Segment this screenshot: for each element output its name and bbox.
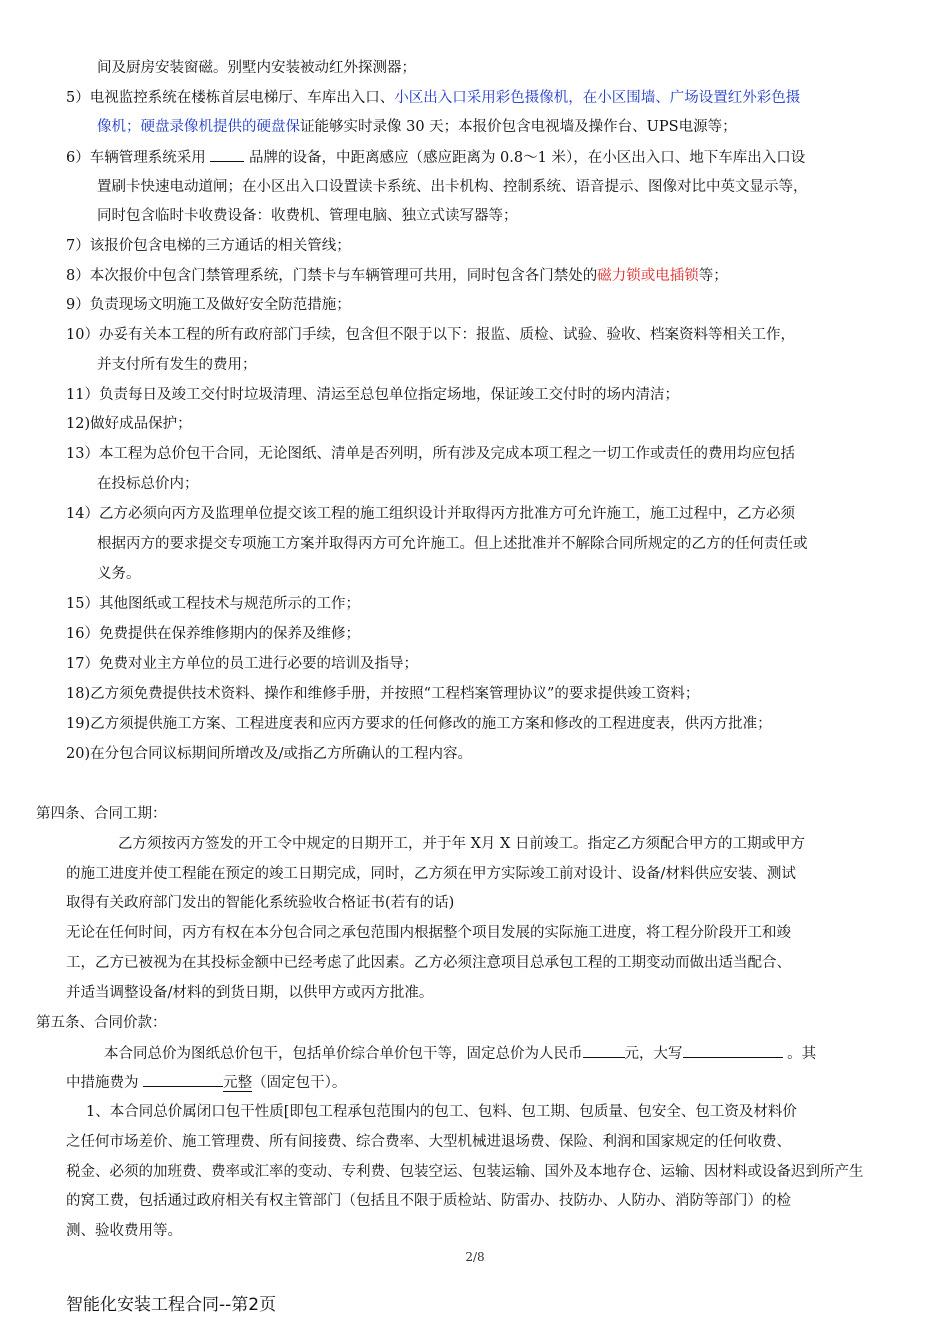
text-line: 根据丙方的要求提交专项施工方案并取得丙方可允许施工。但上述批准并不解除合同所规定的乙方的任何责任或 [97, 536, 808, 552]
text-line: 16）免费提供在保养维修期内的保养及维修； [66, 626, 360, 642]
text-line: 税金、必须的加班费、费率或汇率的变动、专利费、包装空运、包装运输、国外及本地存仓、运输、因材料或设备迟到所产生 [66, 1164, 864, 1180]
text-line: 无论在任何时间，丙方有权在本分包合同之承包范围内根据整个项目发展的实际施工进度，将工程分阶段开工和竣 [66, 925, 791, 941]
text-line: 9）负责现场文明施工及做好安全防范措施； [66, 297, 351, 313]
text-line: 置刷卡快速电动道闸；在小区出入口设置读卡系统、出卡机构、控制系统、语音提示、图像对比中英文显示等， [97, 179, 808, 195]
blank-underline [683, 1043, 783, 1058]
section-heading: 第四条、合同工期： [36, 806, 167, 822]
text-line: 6）车辆管理系统采用 品牌的设备，中距离感应（感应距离为 0.8～1 米），在小区出入口、地下车库出入口设 [66, 147, 805, 168]
text-line: 之任何市场差价、施工管理费、所有间接费、综合费率、大型机械进退场费、保险、利润和国家规定的任何收费、 [66, 1134, 791, 1150]
text-line: 中措施费为 元整（固定包干）。 [66, 1072, 346, 1093]
text-line: 11）负责每日及竣工交付时垃圾清理、清运至总包单位指定场地，保证竣工交付时的场内清洁； [66, 387, 679, 403]
text-line: 乙方须按丙方签发的开工令中规定的日期开工，并于年 X月 X 日前竣工。指定乙方须配合甲方的工期或甲方 [118, 836, 805, 852]
section-heading: 第五条、合同价款： [36, 1015, 167, 1031]
text-line: 13）本工程为总价包干合同，无论图纸、清单是否列明，所有涉及完成本项工程之一切工作或责任的费用均应包括 [66, 446, 795, 462]
page-number: 2/8 [465, 1250, 485, 1264]
text-line: 测、验收费用等。 [66, 1223, 182, 1239]
text-line: 17）免费对业主方单位的员工进行必要的培训及指导； [66, 656, 418, 672]
text-line: 的施工进度并使工程能在预定的竣工日期完成，同时，乙方须在甲方实际竣工前对设计、设备/材料供应安装、测试 [66, 866, 796, 882]
text-line: 10）办妥有关本工程的所有政府部门手续，包含但不限于以下：报监、质检、试验、验收、档案资料等相关工作， [66, 327, 795, 343]
text-line: 并支付所有发生的费用； [97, 357, 257, 373]
text-line: 像机；硬盘录像机提供的硬盘保证能够实时录像 30 天；本报价包含电视墙及操作台、UPS电源等； [97, 119, 737, 135]
blank-underline [210, 147, 244, 162]
text-line: 并适当调整设备/材料的到货日期，以供甲方或丙方批准。 [66, 985, 434, 1001]
text-line: 18)乙方须免费提供技术资料、操作和维修手册，并按照“工程档案管理协议”的要求提供竣工资料； [66, 686, 700, 702]
text-line: 间及厨房安装窗磁。别墅内安装被动红外探测器； [97, 60, 416, 76]
text-line: 20)在分包合同议标期间所增改及/或指乙方所确认的工程内容。 [66, 746, 472, 762]
text-line: 工，乙方已被视为在其投标金额中已经考虑了此因素。乙方必须注意项目总承包工程的工期变动而做出适当配合、 [66, 955, 791, 971]
text-line: 12)做好成品保护； [66, 416, 192, 432]
text-line: 在投标总价内； [97, 476, 199, 492]
text-line: 7）该报价包含电梯的三方通话的相关管线； [66, 238, 351, 254]
text-line: 1、本合同总价属闭口包干性质[即包工程承包范围内的包工、包料、包工期、包质量、包安全、包工资及材料价 [86, 1104, 797, 1120]
text-line: 的窝工费，包括通过政府相关有权主管部门（包括且不限于质检站、防雷办、技防办、人防办、消防等部门）的检 [66, 1193, 791, 1209]
text-line: 取得有关政府部门发出的智能化系统验收合格证书(若有的话) [66, 895, 455, 911]
text-line: 同时包含临时卡收费设备：收费机、管理电脑、独立式读写器等； [97, 208, 518, 224]
text-line: 5）电视监控系统在楼栋首层电梯厅、车库出入口、小区出入口采用彩色摄像机，在小区围墙、广场设置红外彩色摄 [66, 90, 801, 106]
page-footer: 智能化安装工程合同--第2页 [66, 1295, 277, 1315]
text-line: 本合同总价为图纸总价包干，包括单价综合单价包干等，固定总价为人民币 元，大写 。其 [104, 1043, 816, 1064]
text-line: 义务。 [97, 566, 141, 582]
blank-underline [583, 1043, 625, 1058]
text-line: 14）乙方必须向丙方及监理单位提交该工程的施工组织设计并取得丙方批准方可允许施工，施工过程中，乙方必须 [66, 506, 795, 522]
text-line: 19)乙方须提供施工方案、工程进度表和应丙方要求的任何修改的施工方案和修改的工程进度表，供丙方批准； [66, 716, 772, 732]
text-line: 8）本次报价中包含门禁管理系统，门禁卡与车辆管理可共用，同时包含各门禁处的磁力锁或电插锁等； [66, 268, 728, 284]
text-line: 15）其他图纸或工程技术与规范所示的工作； [66, 596, 360, 612]
